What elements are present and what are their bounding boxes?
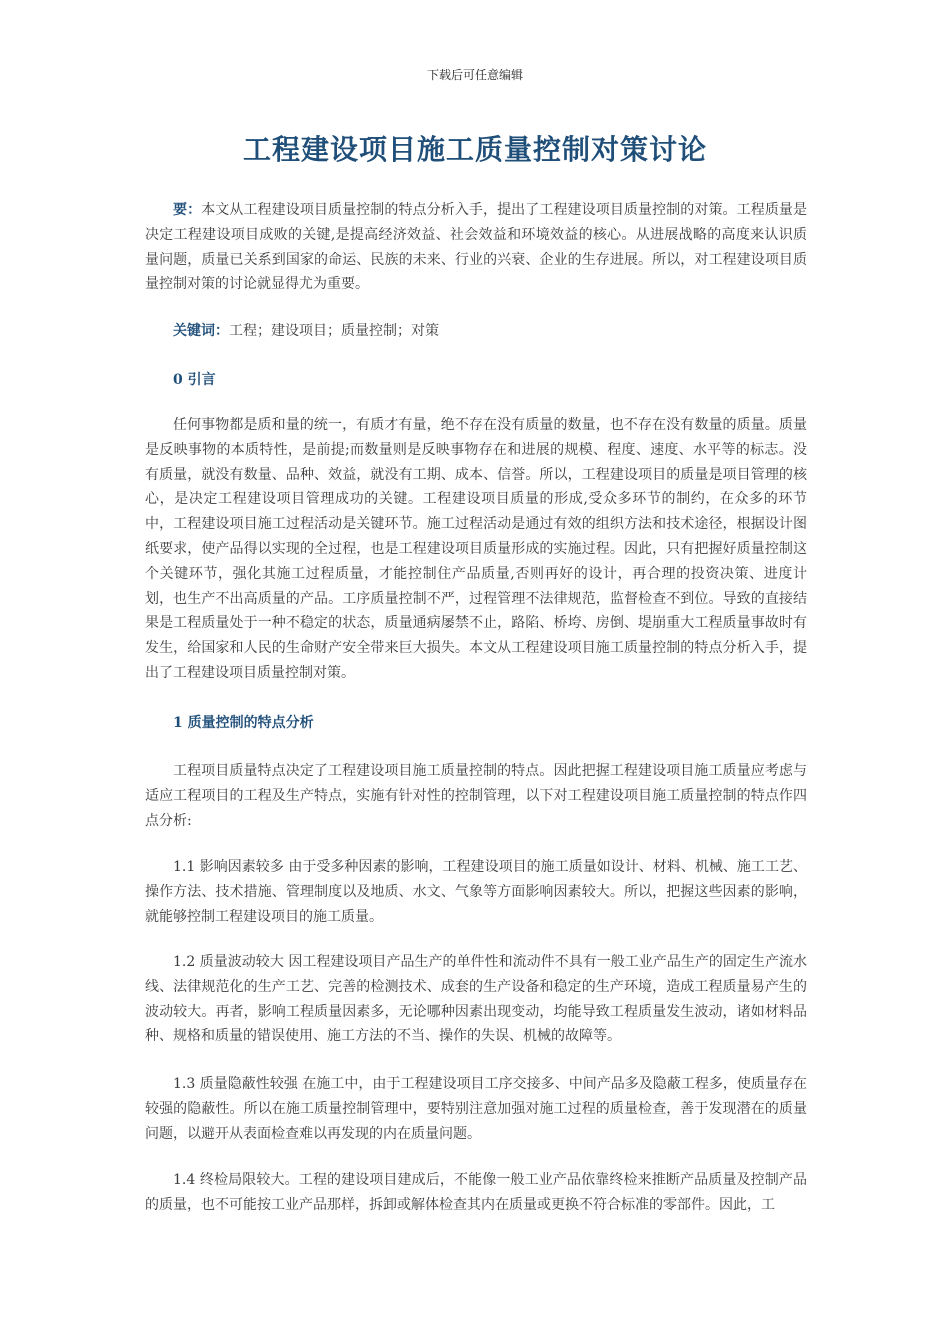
abstract-text: 本文从工程建设项目质量控制的特点分析入手，提出了工程建设项目质量控制的对策。工程质量是决定工程建设项目成败的关键,是提高经济效益、社会效益和环境效益的核心。从进展战略的高度来认识质量问题，质量已关系到国家的命运、民族的未来、行业的兴衰、企业的生存进展。所以，对工程建设项目质量控制对策的讨论就显得尤为重要。 [145, 202, 808, 293]
section-1-paragraph: 工程项目质量特点决定了工程建设项目施工质量控制的特点。因此把握工程建设项目施工质量应考虑与适应工程项目的工程及生产特点，实施有针对性的控制管理，以下对工程建设项目施工质量控制的特点作四点分析: [145, 763, 807, 829]
section-1-3-paragraph: 1.3 质量隐蔽性较强 在施工中，由于工程建设项目工序交接多、中间产品多及隐蔽工程多，使质量存在较强的隐蔽性。所以在施工质量控制管理中，要特别注意加强对施工过程的质量检查，善于发现潜在的质量问题，以避开从表面检查难以再发现的内在质量问题。 [145, 1076, 807, 1142]
section-1-4-paragraph: 1.4 终检局限较大。工程的建设项目建成后，不能像一般工业产品依靠终检来推断产品质量及控制产品的质量，也不可能按工业产品那样，拆卸或解体检查其内在质量或更换不符合标准的零部件。因此，工 [145, 1172, 807, 1213]
section-1-2-paragraph: 1.2 质量波动较大 因工程建设项目产品生产的单件性和流动件不具有一般工业产品生产的固定生产流水线、法律规范化的生产工艺、完善的检测技术、成套的生产设备和稳定的生产环境，造成工程质量易产生的波动较大。再者，影响工程质量因素多，无论哪种因素出现变动，均能导致工程质量发生波动，诸如材料品种、规格和质量的错误使用、施工方法的不当、操作的失误、机械的故障等。 [145, 954, 807, 1045]
abstract-label: 要： [173, 202, 202, 218]
section-1-1-paragraph: 1.1 影响因素较多 由于受多种因素的影响，工程建设项目的施工质量如设计、材料、机械、施工工艺、操作方法、技术措施、管理制度以及地质、水文、气象等方面影响因素较大。所以，把握这些因素的影响，就能够控制工程建设项目的施工质量。 [145, 859, 807, 925]
intro-paragraph: 任何事物都是质和量的统一，有质才有量，绝不存在没有质量的数量，也不存在没有数量的质量。质量是反映事物的本质特性，是前提;而数量则是反映事物存在和进展的规模、程度、速度、水平等的标志。没有质量，就没有数量、品种、效益，就没有工期、成本、信誉。所以，工程建设项目的质量是项目管理的核心，是决定工程建设项目管理成功的关键。工程建设项目质量的形成,受众多环节的制约，在众多的环节中，工程建设项目施工过程活动是关键环节。施工过程活动是通过有效的组织方法和技术途径，根据设计图纸要求，使产品得以实现的全过程，也是工程建设项目质量形成的实施过程。因此，只有把握好质量控制这个关键环节，强化其施工过程质量，才能控制住产品质量,否则再好的设计，再合理的投资决策、进度计划，也生产不出高质量的产品。工序质量控制不严，过程管理不法律规范，监督检查不到位。导致的直接结果是工程质量处于一种不稳定的状态，质量通病屡禁不止，路陷、桥垮、房倒、堤崩重大工程质量事故时有发生，给国家和人民的生命财产安全带来巨大损失。本文从工程建设项目施工质量控制的特点分析入手，提出了工程建设项目质量控制对策。 [145, 417, 807, 681]
download-note: 下载后可任意编辑 [426, 68, 523, 82]
intro-heading: 0 引言 [173, 372, 216, 388]
section-1-heading: 1 质量控制的特点分析 [173, 715, 314, 731]
abstract-paragraph [145, 198, 807, 297]
keywords-label: 关键词： [173, 323, 229, 339]
keywords-line [173, 320, 439, 340]
document-title: 工程建设项目施工质量控制对策讨论 [242, 133, 707, 166]
keywords-text: 工程；建设项目；质量控制；对策 [229, 323, 439, 339]
